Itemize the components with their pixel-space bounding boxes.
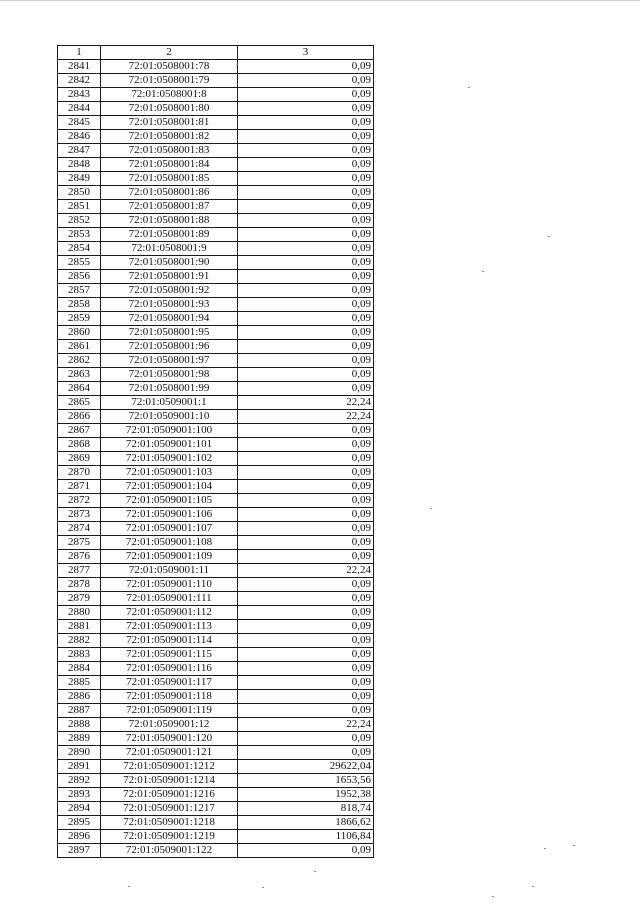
row-number: 2865 — [58, 396, 101, 410]
row-number: 2845 — [58, 116, 101, 130]
row-number: 2842 — [58, 74, 101, 88]
row-number: 2848 — [58, 158, 101, 172]
cadastral-number: 72:01:0509001:119 — [101, 704, 238, 718]
row-number: 2868 — [58, 438, 101, 452]
cadastral-number: 72:01:0509001:1217 — [101, 802, 238, 816]
cadastral-number: 72:01:0509001:120 — [101, 732, 238, 746]
row-number: 2860 — [58, 326, 101, 340]
row-value: 0,09 — [238, 704, 374, 718]
row-value: 0,09 — [238, 522, 374, 536]
header-col-1: 1 — [58, 46, 101, 60]
row-number: 2888 — [58, 718, 101, 732]
table-row — [58, 200, 374, 214]
table-row — [58, 592, 374, 606]
row-value: 0,09 — [238, 284, 374, 298]
table-row — [58, 298, 374, 312]
table-row — [58, 690, 374, 704]
cadastral-number: 72:01:0509001:100 — [101, 424, 238, 438]
row-number: 2856 — [58, 270, 101, 284]
row-value: 0,09 — [238, 186, 374, 200]
table-row — [58, 186, 374, 200]
table-row — [58, 704, 374, 718]
table-container — [57, 45, 374, 858]
cadastral-number: 72:01:0509001:115 — [101, 648, 238, 662]
row-value: 1653,56 — [238, 774, 374, 788]
cadastral-number: 72:01:0509001:111 — [101, 592, 238, 606]
row-number: 2864 — [58, 382, 101, 396]
table-body — [58, 60, 374, 858]
row-number: 2873 — [58, 508, 101, 522]
cadastral-number: 72:01:0509001:11 — [101, 564, 238, 578]
table-row — [58, 522, 374, 536]
row-value: 0,09 — [238, 424, 374, 438]
scan-speck — [548, 236, 550, 237]
cadastral-number: 72:01:0508001:95 — [101, 326, 238, 340]
row-number: 2869 — [58, 452, 101, 466]
cadastral-number: 72:01:0508001:92 — [101, 284, 238, 298]
table-row — [58, 508, 374, 522]
cadastral-number: 72:01:0509001:113 — [101, 620, 238, 634]
row-value: 0,09 — [238, 606, 374, 620]
row-number: 2871 — [58, 480, 101, 494]
table-row — [58, 788, 374, 802]
row-value: 0,09 — [238, 102, 374, 116]
row-value: 0,09 — [238, 200, 374, 214]
cadastral-number: 72:01:0509001:107 — [101, 522, 238, 536]
table-row — [58, 312, 374, 326]
row-number: 2847 — [58, 144, 101, 158]
cadastral-number: 72:01:0509001:106 — [101, 508, 238, 522]
cadastral-number: 72:01:0508001:98 — [101, 368, 238, 382]
header-col-2: 2 — [101, 46, 238, 60]
row-value: 0,09 — [238, 732, 374, 746]
table-row — [58, 718, 374, 732]
row-value: 0,09 — [238, 368, 374, 382]
table-row — [58, 844, 374, 858]
table-row — [58, 732, 374, 746]
cadastral-table — [57, 45, 374, 858]
cadastral-number: 72:01:0508001:97 — [101, 354, 238, 368]
row-value: 0,09 — [238, 844, 374, 858]
row-number: 2857 — [58, 284, 101, 298]
scan-speck — [236, 64, 238, 65]
table-row — [58, 746, 374, 760]
table-row — [58, 102, 374, 116]
row-number: 2878 — [58, 578, 101, 592]
cadastral-number: 72:01:0509001:112 — [101, 606, 238, 620]
cadastral-number: 72:01:0509001:101 — [101, 438, 238, 452]
table-row — [58, 816, 374, 830]
row-value: 0,09 — [238, 326, 374, 340]
row-value: 0,09 — [238, 144, 374, 158]
cadastral-number: 72:01:0509001:114 — [101, 634, 238, 648]
table-row — [58, 676, 374, 690]
row-value: 0,09 — [238, 382, 374, 396]
scan-speck — [482, 271, 484, 272]
cadastral-number: 72:01:0509001:1216 — [101, 788, 238, 802]
cadastral-number: 72:01:0509001:109 — [101, 550, 238, 564]
table-row — [58, 466, 374, 480]
row-value: 0,09 — [238, 312, 374, 326]
row-number: 2853 — [58, 228, 101, 242]
row-value: 0,09 — [238, 116, 374, 130]
table-row — [58, 536, 374, 550]
table-row — [58, 214, 374, 228]
table-row — [58, 270, 374, 284]
row-value: 22,24 — [238, 564, 374, 578]
cadastral-number: 72:01:0509001:1 — [101, 396, 238, 410]
table-row — [58, 368, 374, 382]
table-row — [58, 606, 374, 620]
table-row — [58, 354, 374, 368]
table-row — [58, 60, 374, 74]
scan-speck — [573, 845, 575, 846]
row-value: 0,09 — [238, 228, 374, 242]
page-top-rule — [0, 0, 640, 1]
row-number: 2850 — [58, 186, 101, 200]
row-number: 2892 — [58, 774, 101, 788]
table-row — [58, 396, 374, 410]
cadastral-number: 72:01:0508001:91 — [101, 270, 238, 284]
table-row — [58, 74, 374, 88]
row-number: 2887 — [58, 704, 101, 718]
row-value: 22,24 — [238, 396, 374, 410]
row-value: 0,09 — [238, 158, 374, 172]
cadastral-number: 72:01:0508001:79 — [101, 74, 238, 88]
cadastral-number: 72:01:0508001:90 — [101, 256, 238, 270]
row-number: 2885 — [58, 676, 101, 690]
row-number: 2879 — [58, 592, 101, 606]
cadastral-number: 72:01:0509001:121 — [101, 746, 238, 760]
table-row — [58, 410, 374, 424]
row-value: 0,09 — [238, 690, 374, 704]
cadastral-number: 72:01:0508001:83 — [101, 144, 238, 158]
table-row — [58, 480, 374, 494]
table-row — [58, 172, 374, 186]
row-value: 1866,62 — [238, 816, 374, 830]
row-number: 2877 — [58, 564, 101, 578]
table-row — [58, 144, 374, 158]
row-number: 2844 — [58, 102, 101, 116]
row-number: 2897 — [58, 844, 101, 858]
row-number: 2880 — [58, 606, 101, 620]
row-value: 0,09 — [238, 620, 374, 634]
cadastral-number: 72:01:0509001:108 — [101, 536, 238, 550]
cadastral-number: 72:01:0509001:116 — [101, 662, 238, 676]
table-row — [58, 88, 374, 102]
row-number: 2861 — [58, 340, 101, 354]
cadastral-number: 72:01:0509001:102 — [101, 452, 238, 466]
row-number: 2891 — [58, 760, 101, 774]
row-value: 0,09 — [238, 88, 374, 102]
table-row — [58, 648, 374, 662]
row-value: 0,09 — [238, 662, 374, 676]
row-number: 2859 — [58, 312, 101, 326]
row-value: 0,09 — [238, 592, 374, 606]
cadastral-number: 72:01:0508001:82 — [101, 130, 238, 144]
table-row — [58, 830, 374, 844]
cadastral-number: 72:01:0509001:104 — [101, 480, 238, 494]
row-number: 2875 — [58, 536, 101, 550]
cadastral-number: 72:01:0508001:85 — [101, 172, 238, 186]
cadastral-number: 72:01:0509001:10 — [101, 410, 238, 424]
scan-speck — [532, 886, 534, 887]
row-value: 0,09 — [238, 480, 374, 494]
row-number: 2843 — [58, 88, 101, 102]
table-row — [58, 774, 374, 788]
row-number: 2882 — [58, 634, 101, 648]
scan-speck — [262, 887, 264, 888]
table-row — [58, 130, 374, 144]
cadastral-number: 72:01:0509001:1219 — [101, 830, 238, 844]
row-number: 2895 — [58, 816, 101, 830]
scan-speck — [468, 87, 470, 88]
table-row — [58, 550, 374, 564]
row-number: 2854 — [58, 242, 101, 256]
row-number: 2890 — [58, 746, 101, 760]
row-value: 0,09 — [238, 634, 374, 648]
table-row — [58, 228, 374, 242]
cadastral-number: 72:01:0508001:78 — [101, 60, 238, 74]
table-row — [58, 284, 374, 298]
cadastral-number: 72:01:0508001:87 — [101, 200, 238, 214]
row-number: 2849 — [58, 172, 101, 186]
row-value: 1106,84 — [238, 830, 374, 844]
row-number: 2883 — [58, 648, 101, 662]
row-value: 0,09 — [238, 438, 374, 452]
cadastral-number: 72:01:0508001:89 — [101, 228, 238, 242]
scan-speck — [128, 886, 130, 887]
cadastral-number: 72:01:0508001:81 — [101, 116, 238, 130]
row-value: 0,09 — [238, 298, 374, 312]
row-value: 0,09 — [238, 676, 374, 690]
row-number: 2874 — [58, 522, 101, 536]
scan-speck — [314, 871, 316, 872]
table-row — [58, 116, 374, 130]
row-value: 22,24 — [238, 718, 374, 732]
row-number: 2876 — [58, 550, 101, 564]
scan-speck — [430, 508, 432, 509]
table-row — [58, 340, 374, 354]
cadastral-number: 72:01:0508001:8 — [101, 88, 238, 102]
table-row — [58, 564, 374, 578]
table-row — [58, 802, 374, 816]
cadastral-number: 72:01:0509001:103 — [101, 466, 238, 480]
scan-speck — [492, 896, 494, 897]
row-number: 2896 — [58, 830, 101, 844]
cadastral-number: 72:01:0509001:118 — [101, 690, 238, 704]
row-number: 2881 — [58, 620, 101, 634]
row-value: 0,09 — [238, 452, 374, 466]
table-row — [58, 158, 374, 172]
table-row — [58, 438, 374, 452]
row-number: 2841 — [58, 60, 101, 74]
cadastral-number: 72:01:0508001:86 — [101, 186, 238, 200]
cadastral-number: 72:01:0508001:84 — [101, 158, 238, 172]
table-row — [58, 256, 374, 270]
cadastral-number: 72:01:0509001:12 — [101, 718, 238, 732]
cadastral-number: 72:01:0509001:110 — [101, 578, 238, 592]
row-number: 2862 — [58, 354, 101, 368]
row-number: 2866 — [58, 410, 101, 424]
row-number: 2889 — [58, 732, 101, 746]
row-value: 0,09 — [238, 60, 374, 74]
row-value: 0,09 — [238, 536, 374, 550]
row-value: 0,09 — [238, 340, 374, 354]
row-value: 0,09 — [238, 256, 374, 270]
row-value: 0,09 — [238, 354, 374, 368]
row-number: 2894 — [58, 802, 101, 816]
cadastral-number: 72:01:0508001:88 — [101, 214, 238, 228]
row-number: 2870 — [58, 466, 101, 480]
row-number: 2867 — [58, 424, 101, 438]
row-number: 2858 — [58, 298, 101, 312]
cadastral-number: 72:01:0509001:1212 — [101, 760, 238, 774]
table-row — [58, 424, 374, 438]
row-value: 0,09 — [238, 494, 374, 508]
table-row — [58, 662, 374, 676]
table-row — [58, 494, 374, 508]
table-row — [58, 620, 374, 634]
cadastral-number: 72:01:0508001:93 — [101, 298, 238, 312]
row-number: 2855 — [58, 256, 101, 270]
cadastral-number: 72:01:0508001:99 — [101, 382, 238, 396]
row-number: 2851 — [58, 200, 101, 214]
cadastral-number: 72:01:0509001:1214 — [101, 774, 238, 788]
row-value: 818,74 — [238, 802, 374, 816]
row-value: 0,09 — [238, 550, 374, 564]
scan-speck — [544, 848, 546, 849]
row-value: 22,24 — [238, 410, 374, 424]
row-value: 29622,04 — [238, 760, 374, 774]
header-col-3: 3 — [238, 46, 374, 60]
row-number: 2886 — [58, 690, 101, 704]
row-number: 2893 — [58, 788, 101, 802]
table-row — [58, 452, 374, 466]
row-number: 2852 — [58, 214, 101, 228]
row-value: 0,09 — [238, 74, 374, 88]
row-value: 0,09 — [238, 172, 374, 186]
cadastral-number: 72:01:0509001:1218 — [101, 816, 238, 830]
cadastral-number: 72:01:0508001:9 — [101, 242, 238, 256]
row-value: 0,09 — [238, 214, 374, 228]
row-value: 0,09 — [238, 270, 374, 284]
row-value: 0,09 — [238, 466, 374, 480]
row-value: 0,09 — [238, 130, 374, 144]
header-row — [58, 46, 374, 60]
row-value: 1952,38 — [238, 788, 374, 802]
table-row — [58, 578, 374, 592]
row-value: 0,09 — [238, 746, 374, 760]
row-value: 0,09 — [238, 508, 374, 522]
table-row — [58, 242, 374, 256]
cadastral-number: 72:01:0509001:105 — [101, 494, 238, 508]
cadastral-number: 72:01:0508001:94 — [101, 312, 238, 326]
row-value: 0,09 — [238, 242, 374, 256]
table-row — [58, 760, 374, 774]
table-row — [58, 634, 374, 648]
cadastral-number: 72:01:0509001:117 — [101, 676, 238, 690]
row-value: 0,09 — [238, 648, 374, 662]
table-row — [58, 382, 374, 396]
row-number: 2884 — [58, 662, 101, 676]
cadastral-number: 72:01:0508001:80 — [101, 102, 238, 116]
table-row — [58, 326, 374, 340]
cadastral-number: 72:01:0509001:122 — [101, 844, 238, 858]
row-number: 2846 — [58, 130, 101, 144]
row-number: 2872 — [58, 494, 101, 508]
row-value: 0,09 — [238, 578, 374, 592]
table-header — [58, 46, 374, 60]
cadastral-number: 72:01:0508001:96 — [101, 340, 238, 354]
row-number: 2863 — [58, 368, 101, 382]
